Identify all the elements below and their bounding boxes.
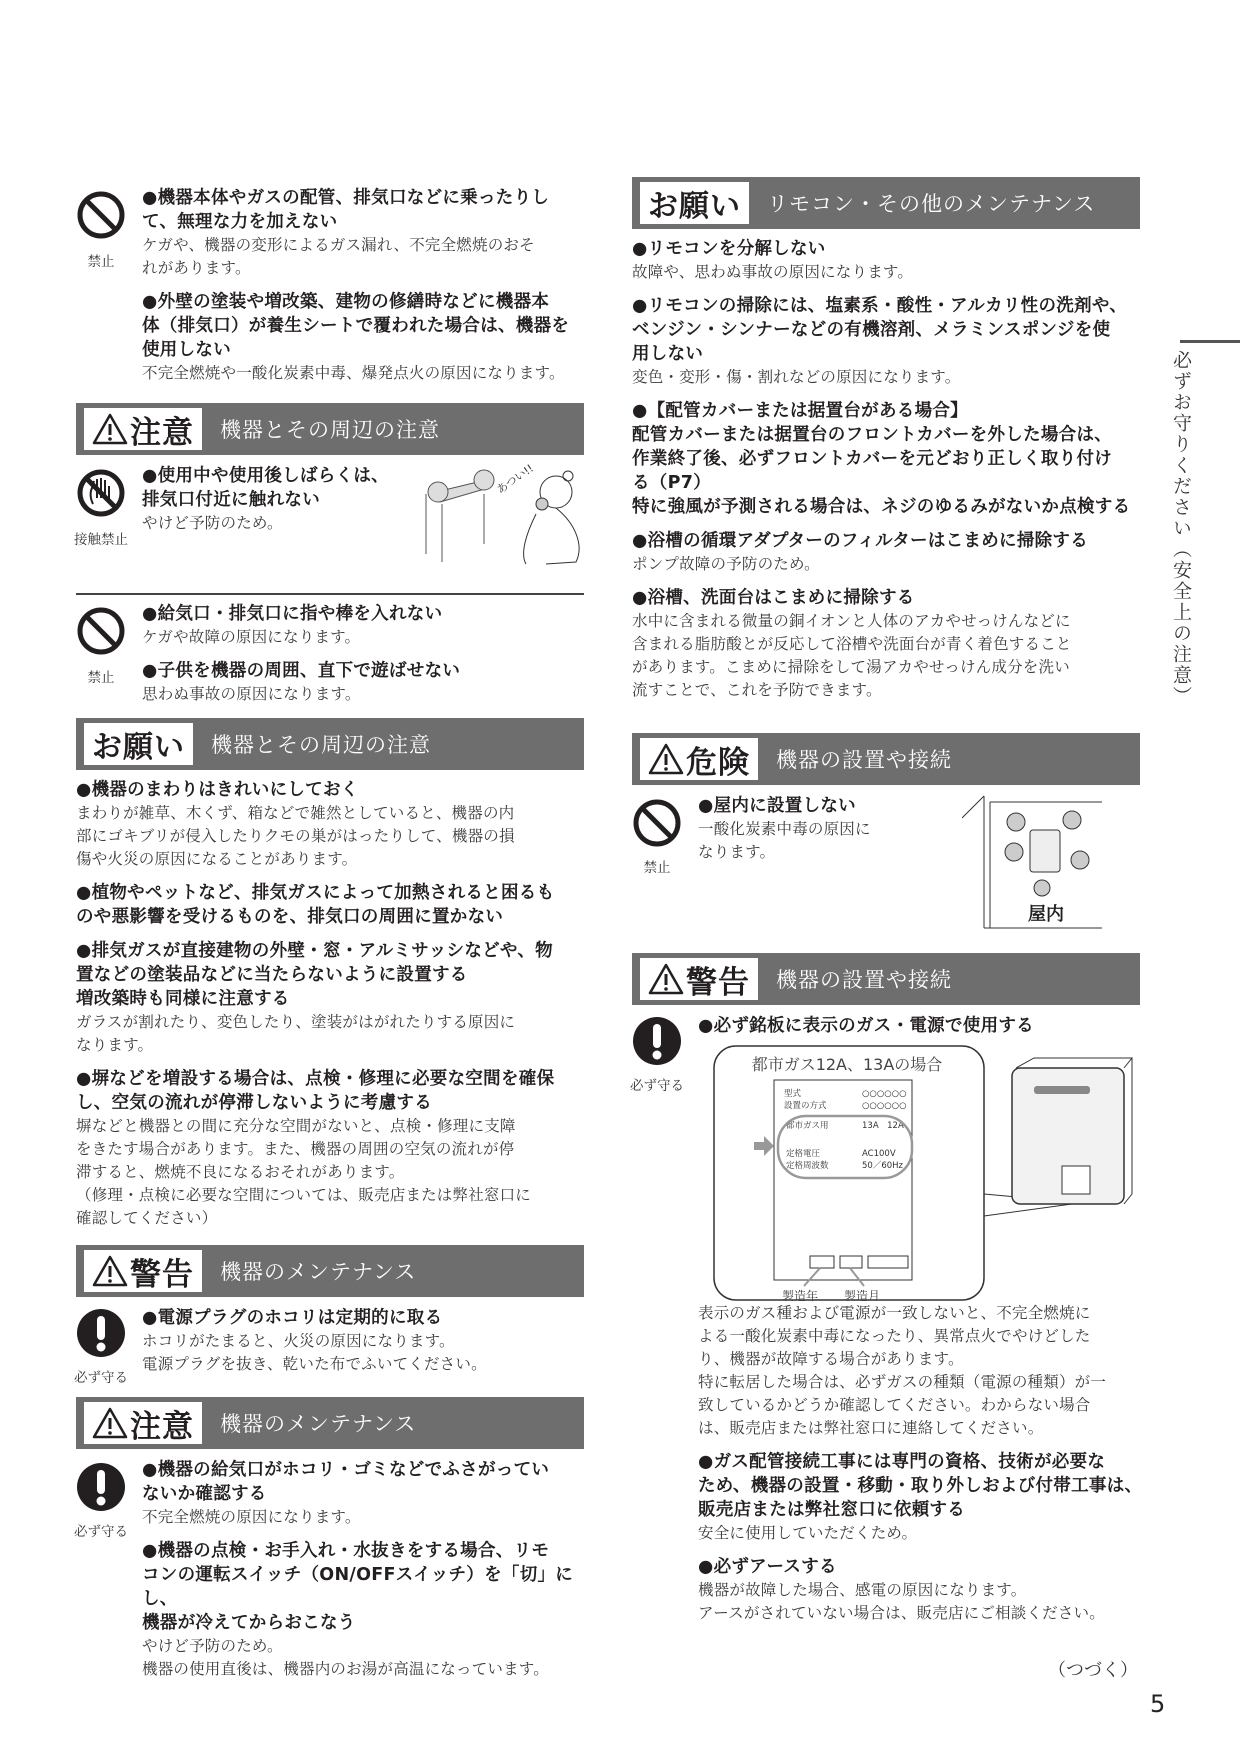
section-header-request: お願い 機器とその周辺の注意 bbox=[76, 718, 584, 770]
warning-triangle-icon bbox=[92, 1255, 128, 1287]
section-title: 機器のメンテナンス bbox=[220, 1260, 417, 1284]
indoor-install-illustration bbox=[962, 790, 1112, 930]
heading: ●外壁の塗装や増改築、建物の修繕時などに機器本 bbox=[142, 292, 550, 312]
warning-triangle-icon bbox=[648, 963, 684, 995]
section-header-request: お願い リモコン・その他のメンテナンス bbox=[632, 177, 1140, 229]
svg-text:○○○○○○: ○○○○○○ bbox=[862, 1089, 907, 1099]
section-title: 機器のメンテナンス bbox=[220, 1412, 417, 1436]
svg-text:13A 12A: 13A 12A bbox=[862, 1121, 904, 1131]
svg-text:AC100V: AC100V bbox=[862, 1149, 896, 1159]
no-touch-icon bbox=[76, 468, 126, 518]
section-header-warning: 警告 機器のメンテナンス bbox=[76, 1245, 584, 1297]
icon-label: 禁止 bbox=[87, 254, 115, 270]
section-title: 機器とその周辺の注意 bbox=[211, 733, 431, 757]
continued-label: （つづく） bbox=[1048, 1660, 1138, 1681]
mandatory-icon bbox=[632, 1016, 682, 1066]
prohibited-icon bbox=[76, 606, 126, 656]
svg-text:定格電圧: 定格電圧 bbox=[786, 1149, 821, 1159]
svg-text:製造年: 製造年 bbox=[782, 1289, 819, 1303]
warning-triangle-icon bbox=[92, 413, 128, 445]
mandatory-icon bbox=[76, 1462, 126, 1512]
svg-text:都市ガス用: 都市ガス用 bbox=[786, 1121, 829, 1131]
warning-triangle-icon bbox=[92, 1407, 128, 1439]
warning-triangle-icon bbox=[648, 743, 684, 775]
page-number: 5 bbox=[1150, 1690, 1166, 1718]
svg-text:○○○○○○: ○○○○○○ bbox=[862, 1101, 907, 1111]
section-title: 機器の設置や接続 bbox=[776, 968, 952, 992]
body-text: ケガや、機器の変形によるガス漏れ、不完全燃焼のおそ bbox=[142, 236, 535, 254]
prohibited-icon bbox=[632, 798, 682, 848]
svg-text:製造月: 製造月 bbox=[844, 1289, 881, 1303]
section-header-warning: 警告 機器の設置や接続 bbox=[632, 953, 1140, 1005]
svg-text:屋内: 屋内 bbox=[1028, 904, 1064, 925]
section-title: リモコン・その他のメンテナンス bbox=[767, 192, 1096, 216]
mandatory-icon bbox=[76, 1308, 126, 1358]
divider bbox=[76, 593, 584, 595]
section-header-danger: 危険 機器の設置や接続 bbox=[632, 733, 1140, 785]
request1-items: ●機器のまわりはきれいにしておく まわりが雑草、木くず、箱などで雑然としていると、機器の内 部にゴキブリが侵入したりクモの巣がはったりして、機器の損 傷や火災の原因になることがあります。 ●植物やペットなど、排気ガスによって加熱されると困るも のや悪影響を受けるものを、排気口の周囲に置かない ●排気ガスが直接建物の外壁・窓・アルミサッシなどや、物 置などの塗装品などに当たらないように設置する 増改築時も同様に注意する ガラスが割れたり、変色したり、塗装がはがれたりする原因に なります。 ●塀などを増設する場合は、点検・修理に必要な空間を確保 し、空気の流れが停滞しないように考慮する 塀などと機器との間に充分な空間がないと、点検・修理に支障 をきたす場合があります。また、機器の周囲の空気の流れが停 滞すると、燃焼不良になるおそれがあります。 （修理・点検に必要な空間については、販売店または弊社窓口に 確認してください） bbox=[76, 780, 555, 1227]
nameplate-diagram bbox=[712, 1044, 1142, 1304]
section-title: 機器の設置や接続 bbox=[776, 748, 952, 772]
body-text: 不完全燃焼や一酸化炭素中毒、爆発点火の原因になります。 bbox=[142, 364, 565, 382]
section-title: 機器とその周辺の注意 bbox=[220, 418, 440, 442]
side-tab-bar bbox=[1180, 340, 1240, 343]
side-tab-label: 必ずお守りください（安全上の注意） bbox=[1170, 350, 1192, 707]
prohibited-icon bbox=[76, 190, 126, 240]
svg-text:設置の方式: 設置の方式 bbox=[784, 1101, 827, 1111]
heading: ●機器本体やガスの配管、排気口などに乗ったりし bbox=[142, 188, 550, 208]
svg-text:定格周波数: 定格周波数 bbox=[786, 1161, 829, 1171]
hot-exhaust-illustration bbox=[416, 454, 586, 572]
section-header-caution: 注意 機器とその周辺の注意 bbox=[76, 403, 584, 455]
svg-text:型式: 型式 bbox=[784, 1089, 802, 1099]
request2-items: ●リモコンを分解しない 故障や、思わぬ事故の原因になります。 ●リモコンの掃除には、塩素系・酸性・アルカリ性の洗剤や、 ベンジン・シンナーなどの有機溶剤、メラミンスポンジを使 用しない 変色・変形・傷・割れなどの原因になります。 ●【配管カバーまたは据置台がある場合】 配管カバーまたは据置台のフロントカバーを外した場合は、 作業終了後、必ずフロントカバーを元どおり正しく取り付け る（P7） 特に強風が予測される場合は、ネジのゆるみがないか点検する ●浴槽の循環アダプターのフィルターはこまめに掃除する ポンプ故障の予防のため。 ●浴槽、洗面台はこまめに掃除する 水中に含まれる微量の銅イオンと人体のアカやせっけんなどに 含まれる脂肪酸とが反応して浴槽や洗面台が青く着色すること があります。こまめに掃除をして湯アカやせっけん成分を洗い 流すことで、これを予防できます。 bbox=[632, 239, 1131, 699]
svg-text:あつい!!: あつい!! bbox=[494, 461, 536, 497]
svg-text:50／60Hz: 50／60Hz bbox=[862, 1161, 903, 1171]
svg-text:都市ガス12A、13Aの場合: 都市ガス12A、13Aの場合 bbox=[751, 1055, 943, 1074]
section-header-caution: 注意 機器のメンテナンス bbox=[76, 1397, 584, 1449]
